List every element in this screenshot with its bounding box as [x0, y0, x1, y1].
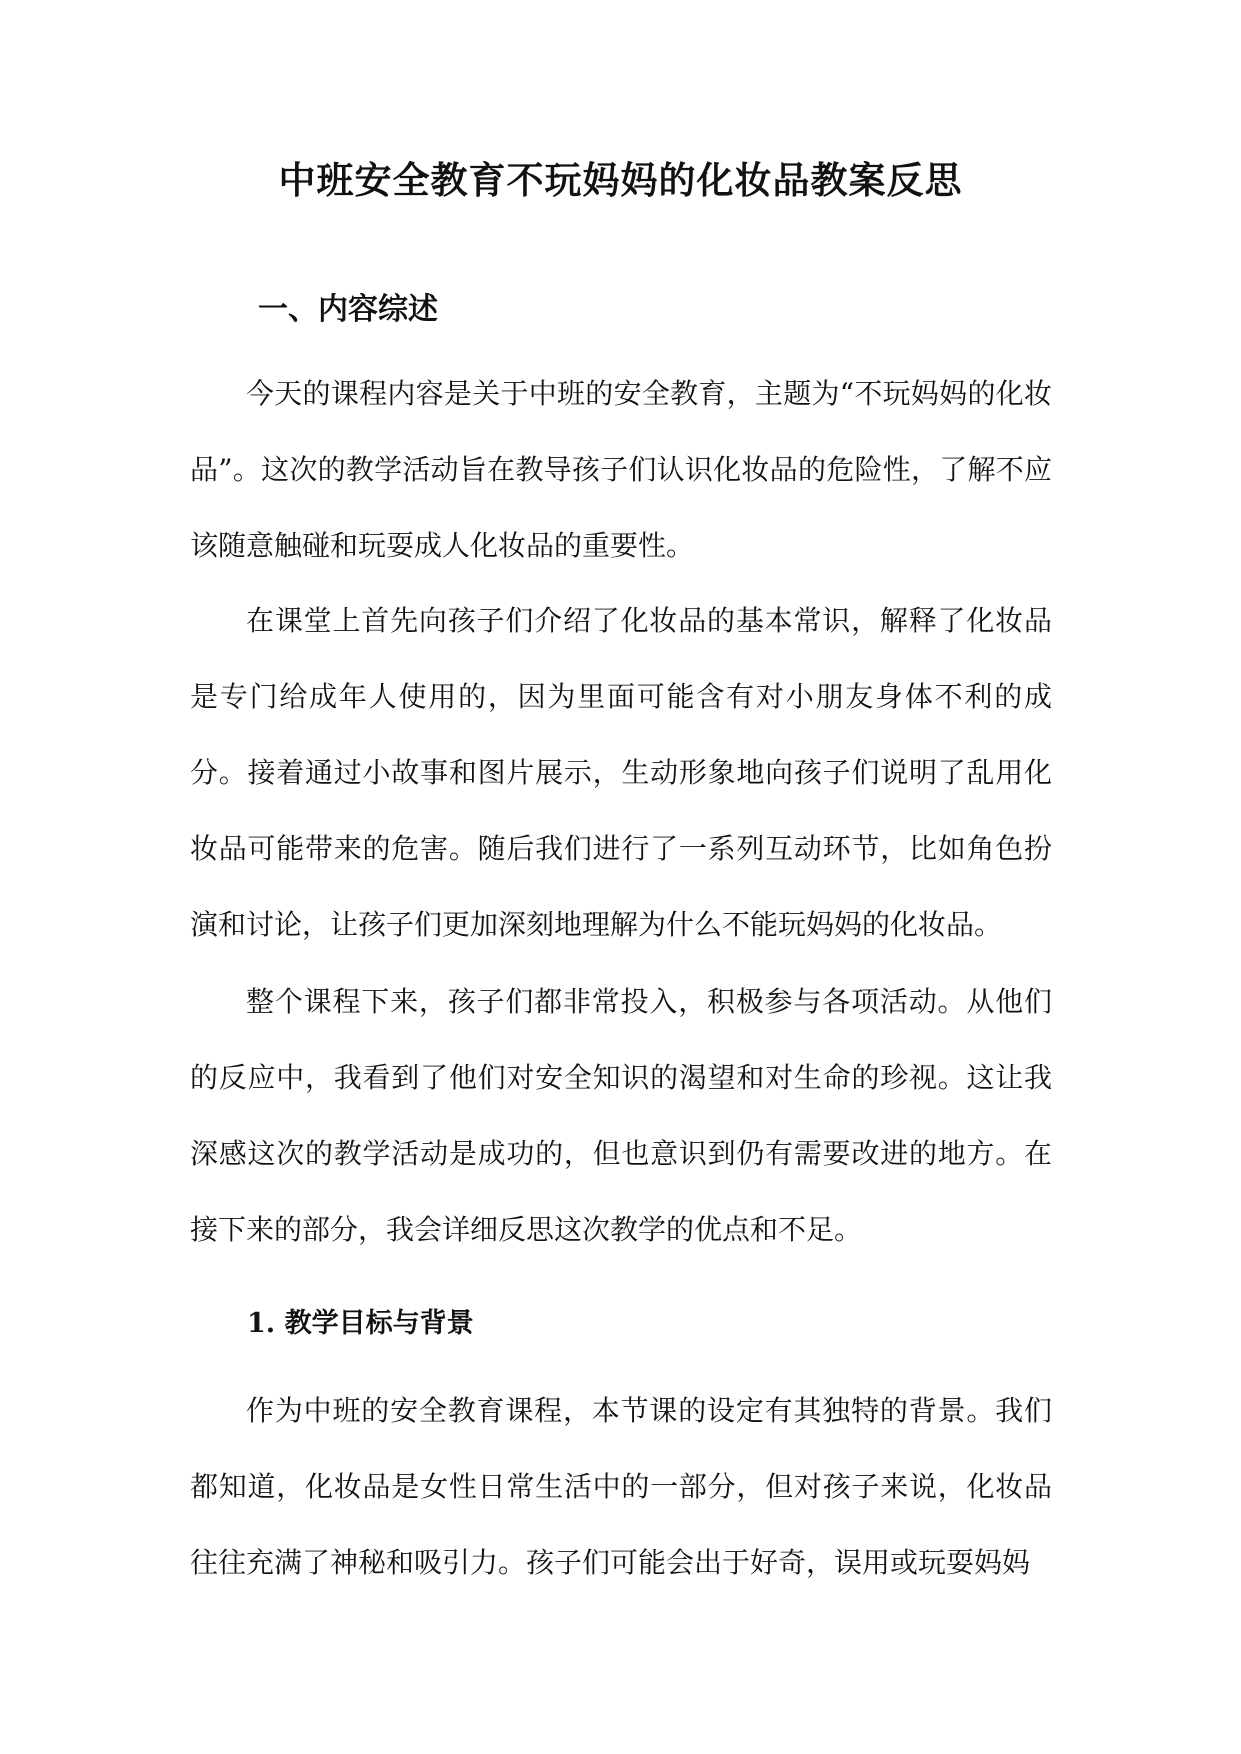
document-title: 中班安全教育不玩妈妈的化妆品教案反思: [278, 158, 963, 202]
paragraph-reflection: 整个课程下来，孩子们都非常投入，积极参与各项活动。从他们的反应中，我看到了他们对安全知识的渴望和对生命的珍视。这让我深感这次的教学活动是成功的，但也意识到仍有需要改进的地方。在接下来的部分，我会详细反思这次教学的优点和不足。: [190, 985, 1052, 1246]
subsection-heading-goals: 1. 教学目标与背景: [247, 1308, 474, 1339]
paragraph-intro: 今天的课程内容是关于中班的安全教育，主题为“不玩妈妈的化妆品”。这次的教学活动旨在教导孩子们认识化妆品的危险性，了解不应该随意触碰和玩耍成人化妆品的重要性。: [190, 377, 1052, 562]
paragraph-classroom: 在课堂上首先向孩子们介绍了化妆品的基本常识，解释了化妆品是专门给成年人使用的，因为里面可能含有对小朋友身体不利的成分。接着通过小故事和图片展示，生动形象地向孩子们说明了乱用化妆品可能带来的危害。随后我们进行了一系列互动环节，比如角色扮演和讨论，让孩子们更加深刻地理解为什么不能玩妈妈的化妆品。: [190, 604, 1052, 941]
section-heading-overview: 一、内容综述: [258, 292, 438, 327]
paragraph-background: 作为中班的安全教育课程，本节课的设定有其独特的背景。我们都知道，化妆品是女性日常生活中的一部分，但对孩子来说，化妆品往往充满了神秘和吸引力。孩子们可能会出于好奇，误用或玩耍妈妈: [190, 1394, 1052, 1579]
